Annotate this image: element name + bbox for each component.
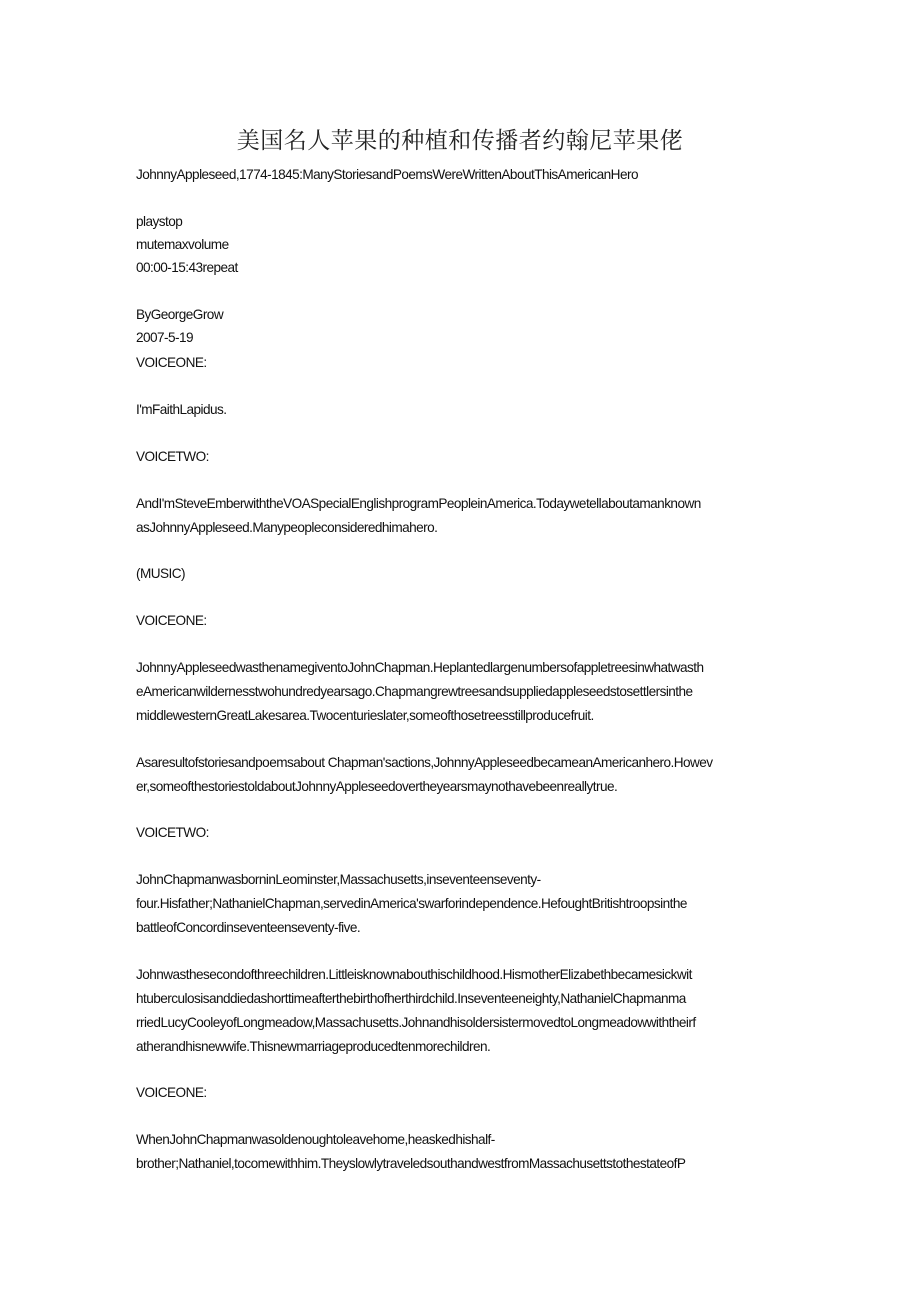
speaker-label: VOICETWO: [136, 825, 209, 840]
byline: ByGeorgeGrow [136, 307, 224, 322]
paragraph-line: asJohnnyAppleseed.Manypeopleconsideredhimahero. [136, 520, 438, 535]
paragraph-line: AndI'mSteveEmberwiththeVOASpecialEnglishprogramPeopleinAmerica.Todaywetellaboutamanknown [136, 496, 701, 511]
paragraph-line: eAmericanwildernesstwohundredyearsago.Chapmangrewtreesandsuppliedappleseedstosettlersinthe [136, 684, 693, 699]
paragraph-line: rriedLucyCooleyofLongmeadow,Massachusetts.JohnandhisoldersistermovedtoLongmeadowwiththeirf [136, 1015, 696, 1030]
music-cue: (MUSIC) [136, 566, 186, 581]
date-line: 2007-5-19 [136, 330, 194, 345]
speaker-label: VOICEONE: [136, 355, 207, 370]
speaker-label: VOICEONE: [136, 1085, 207, 1100]
paragraph-line: brother;Nathaniel,tocomewithhim.TheyslowlytraveledsouthandwestfromMassachusettstothestateofP [136, 1156, 686, 1171]
paragraph-line: htuberculosisanddiedashorttimeafterthebirthofherthirdchild.Inseventeeneighty,NathanielChapmanma [136, 991, 686, 1006]
paragraph-line: Asaresultofstoriesandpoemsabout Chapman'sactions,JohnnyAppleseedbecameanAmericanhero.Howev [136, 755, 713, 770]
player-controls-line: playstop [136, 214, 183, 229]
paragraph-line: WhenJohnChapmanwasoldenoughtoleavehome,heaskedhishalf- [136, 1132, 495, 1147]
speaker-label: VOICETWO: [136, 449, 209, 464]
document-title: 美国名人苹果的种植和传播者约翰尼苹果佬 [236, 128, 684, 154]
paragraph-line: battleofConcordinseventeenseventy-five. [136, 920, 361, 935]
subtitle-line: JohnnyAppleseed,1774-1845:ManyStoriesandPoemsWereWrittenAboutThisAmericanHero [136, 167, 638, 182]
paragraph-line: JohnnyAppleseedwasthenamegiventoJohnChapman.Heplantedlargenumbersofappletreesinwhatwasth [136, 660, 704, 675]
speaker-label: VOICEONE: [136, 613, 207, 628]
paragraph-line: four.Hisfather;NathanielChapman,servedinAmerica'swarforindependence.HefoughtBritishtroopsinthe [136, 896, 687, 911]
player-time-line: 00:00-15:43repeat [136, 260, 238, 275]
paragraph-line: atherandhisnewwife.Thisnewmarriageproducedtenmorechildren. [136, 1039, 491, 1054]
paragraph-line: middlewesternGreatLakesarea.Twocenturieslater,someofthosetreesstillproducefruit. [136, 708, 594, 723]
player-controls-line: mutemaxvolume [136, 237, 229, 252]
paragraph-line: er,someofthestoriestoldaboutJohnnyAppleseedovertheyearsmaynothavebeenreallytrue. [136, 779, 618, 794]
paragraph-line: I'mFaithLapidus. [136, 402, 227, 417]
paragraph-line: Johnwasthesecondofthreechildren.Littleisknownabouthischildhood.HismotherElizabethbecamesickwit [136, 967, 692, 982]
paragraph-line: JohnChapmanwasborninLeominster,Massachusetts,inseventeenseventy- [136, 872, 541, 887]
